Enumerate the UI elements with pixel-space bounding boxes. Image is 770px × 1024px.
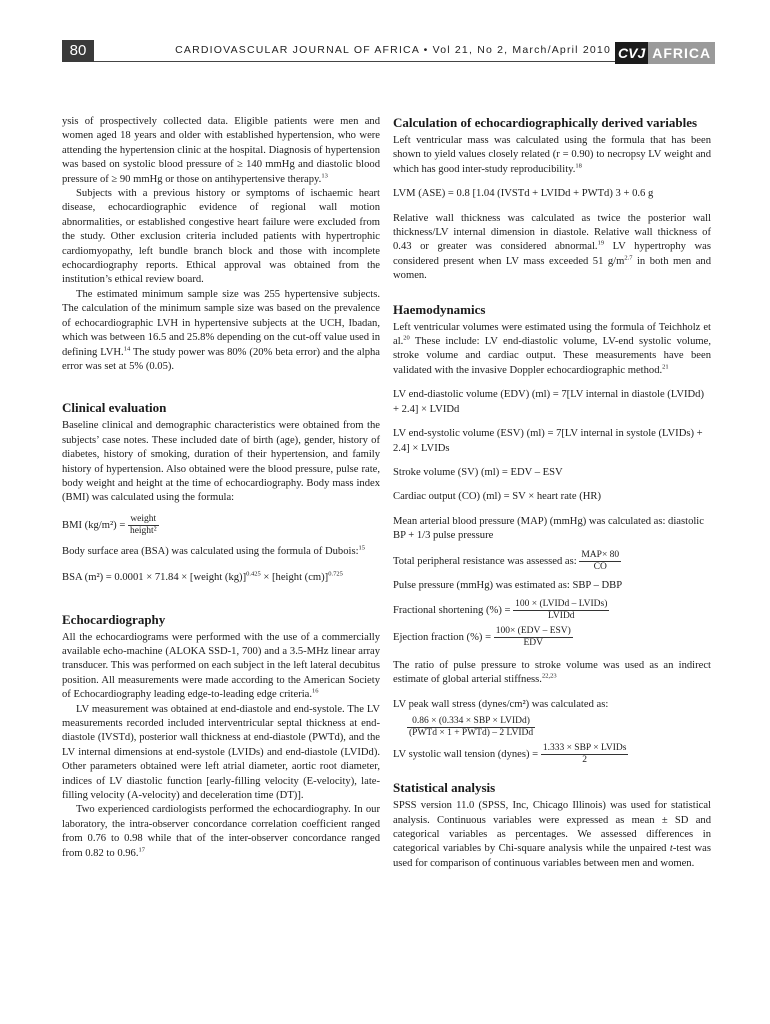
equation-tpr: Total peripheral resistance was assessed as: $\frac{\text{MAP× 80}}{CO}$ — [393, 549, 620, 572]
paragraph: LV measurement was obtained at end-diastole and end-systole. The LV measurements recorded included interventricular septal thickness at end-diastole (IVSTd), posterior wall thickness at end-diastole (PWTd), and the LV internal dimensions at end-systole (LVIDs) and end-diastole (LVIDd). Other parameters obtained were left atrial diameter, aortic root diameter, indices of LV diastolic function [early-filling velocity (E-velocity), late-filling velocity (A-velocity) and deceleration time (DT)]. — [62, 703, 380, 802]
equation-lvm: LVM (ASE) = 0.8 [1.04 (IVSTd + LVIDd + PWTd) 3 + 0.6 g — [393, 188, 654, 200]
section-heading-clinical: Clinical evaluation — [62, 400, 167, 416]
paragraph: The ratio of pulse pressure to stroke volume was used as an indirect estimate of global arterial stiffness.$^{22,23}$ — [393, 659, 711, 686]
left-column — [62, 115, 380, 861]
equation-sv: Stroke volume (SV) (ml) = EDV – ESV — [393, 466, 563, 478]
page-number: 80 — [62, 40, 94, 62]
paragraph: Relative wall thickness was calculated as twice the posterior wall thickness/LV internal dimension in diastole. Relative wall thickness of 0.43 or greater was considered abnormal.$^{19}$ LV hypertrophy was considered present when LV mass exceeded 51 $g/m^{2.7}$ in both men and women. — [393, 212, 712, 282]
paragraph: Baseline clinical and demographic characteristics were obtained from the subjects’ case notes. These included date of birth (age), gender, history of diabetes, history of smoking, duration of their hypertension, and family history of hypertension. Also obtained were the blood pressure, pulse rate, body weight and height at the time of echocardiography. Body mass index (BMI) was calculated using the formula: — [62, 420, 380, 504]
equation-pulse-pressure: Pulse pressure (mmHg) was estimated as: SBP – DBP — [393, 579, 623, 591]
section-heading-calculation: Calculation of echocardiographically derived variables — [393, 115, 698, 130]
paragraph: The estimated minimum sample size was 255 hypertensive subjects. The calculation of the minimum sample size was based on the prevalence of echocardiographic LVH in hypertensive subjects at the UCH, Ibadan, which was between 16.5 and 25.8% depending on the cut-off value used in defining LVH.$^{14}$ The study power was 80% (20% beta error) and the alpha error was set at 5% (0.05). — [62, 288, 380, 372]
paragraph: Two experienced cardiologists performed the echocardiography. In our laboratory, the intra-observer concordance correlation coefficient ranged from 0.76 to 0.98 while that of the inter-observer concordance ranged from 0.82 to 0.96.17 — [62, 804, 380, 859]
equation-bmi: BMI (kg/m²) = $\frac{\text{weight}}{\text{height²}}$ — [62, 513, 157, 536]
paragraph: Left ventricular volumes were estimated using the formula of Teichholz et al.$^{20}$ These include: LV end-diastolic volume, LV-end systolic volume, stroke volume and cardiac output. These measurements have been validated with the invasive Doppler echocardiographic method.$^{21}$ — [393, 321, 711, 376]
equation-wall-stress-label: LV peak wall stress (dynes/cm²) was calculated as: — [393, 698, 609, 710]
journal-running-title: CARDIOVASCULAR JOURNAL OF AFRICA • Vol 21, No 2, March/April 2010 — [175, 44, 611, 56]
section-heading-haemodynamics: Haemodynamics — [393, 301, 486, 317]
page-header — [0, 0, 770, 70]
logo-africa: AFRICA — [648, 42, 715, 64]
right-column — [393, 115, 711, 871]
equation-wall-stress: $\frac{\text{0.86 × (0.334 × SBP × LVIDd)}}{\text{(PWTd × 1 + PWTd) – 2 LVIDd}}$ — [409, 716, 534, 739]
paragraph: Subjects with a previous history or symptoms of ischaemic heart disease, echocardiographic evidence of regional wall motion abnormalities, or established congestive heart failure were excluded from the study. Other exclusion criteria included patients with hypertrophic cardiomyopathy, left bundle branch block and those with incomplete echocardiography reports. Ethical approval was obtained from the institution’s ethical review board. — [62, 188, 380, 286]
equation-edv: LV end-diastolic volume (EDV) (ml) = 7[LV internal in diastole (LVIDd) + 2.4] × LVIDd — [393, 389, 704, 415]
paragraph: Body surface area (BSA) was calculated using the formula of Dubois:$^{15}$ — [62, 544, 366, 557]
section-heading-echo: Echocardiography — [62, 611, 166, 627]
paragraph: ysis of prospectively collected data. Eligible patients were men and women aged 18 years and older with established hypertension, who were attending the hypertension clinic at the hospital. Diagnosis of hypertension was based on systolic blood pressure of ≥ 140 mmHg and diastolic blood pressure of ≥ 90 mmHg or those on antihypertensive therapy.$^{13}$ — [62, 116, 380, 185]
journal-logo — [615, 42, 710, 64]
logo-cvj: CVJ — [615, 42, 648, 64]
equation-map: Mean arterial blood pressure (MAP) (mmHg) was calculated as: diastolic BP + 1/3 pulse pressure — [393, 515, 704, 542]
paragraph: SPSS version 11.0 (SPSS, Inc, Chicago Illinois) was used for statistical analysis. Continuous variables were expressed as mean ± SD and categorical variables as percentages. We assessed differences in categorical variables by Chi-square analysis while the unpaired t-test was used for comparison of continuous variables between men and women. — [393, 800, 711, 869]
section-heading-statistics: Statistical analysis — [393, 780, 496, 796]
equation-bsa: BSA (m²) = 0.0001 × 71.84 × [weight (kg)]$^{0.425}$ × [height (cm)]$^{0.725}$ — [62, 570, 343, 584]
equation-esv: LV end-systolic volume (ESV) (ml) = 7[LV internal in systole (LVIDs) + 2.4] × LVIDs — [393, 428, 703, 454]
header-rule — [94, 61, 615, 62]
paragraph: Left ventricular mass was calculated using the formula that has been shown to yield values closely related (r = 0.90) to necropsy LV weight and which has good inter-study reproducibility.$^{18}$ — [393, 135, 711, 175]
equation-ejection-fraction: Ejection fraction (%) = $\frac{\text{100× (EDV – ESV)}}{\text{EDV}}$ — [393, 625, 571, 648]
equation-wall-tension: LV systolic wall tension (dynes) = $\frac{\text{1.333 × SBP × LVIDs}}{2}$ — [393, 743, 627, 766]
equation-co: Cardiac output (CO) (ml) = SV × heart rate (HR) — [393, 491, 601, 503]
paragraph: All the echocardiograms were performed with the use of a commercially available echo-machine (ALOKA SSD-1, 700) and a 3.5-MHz linear array transducer. This was performed on each subject in the left lateral decubitus position. All measurements were made according to the American Society of Echocardiography leading edge-to-leading edge criteria.$^{16}$ — [62, 631, 380, 701]
equation-fractional-shortening: Fractional shortening (%) = $\frac{\text{100 × (LVIDd – LVIDs)}}{\text{LVIDd}}$ — [393, 598, 608, 621]
